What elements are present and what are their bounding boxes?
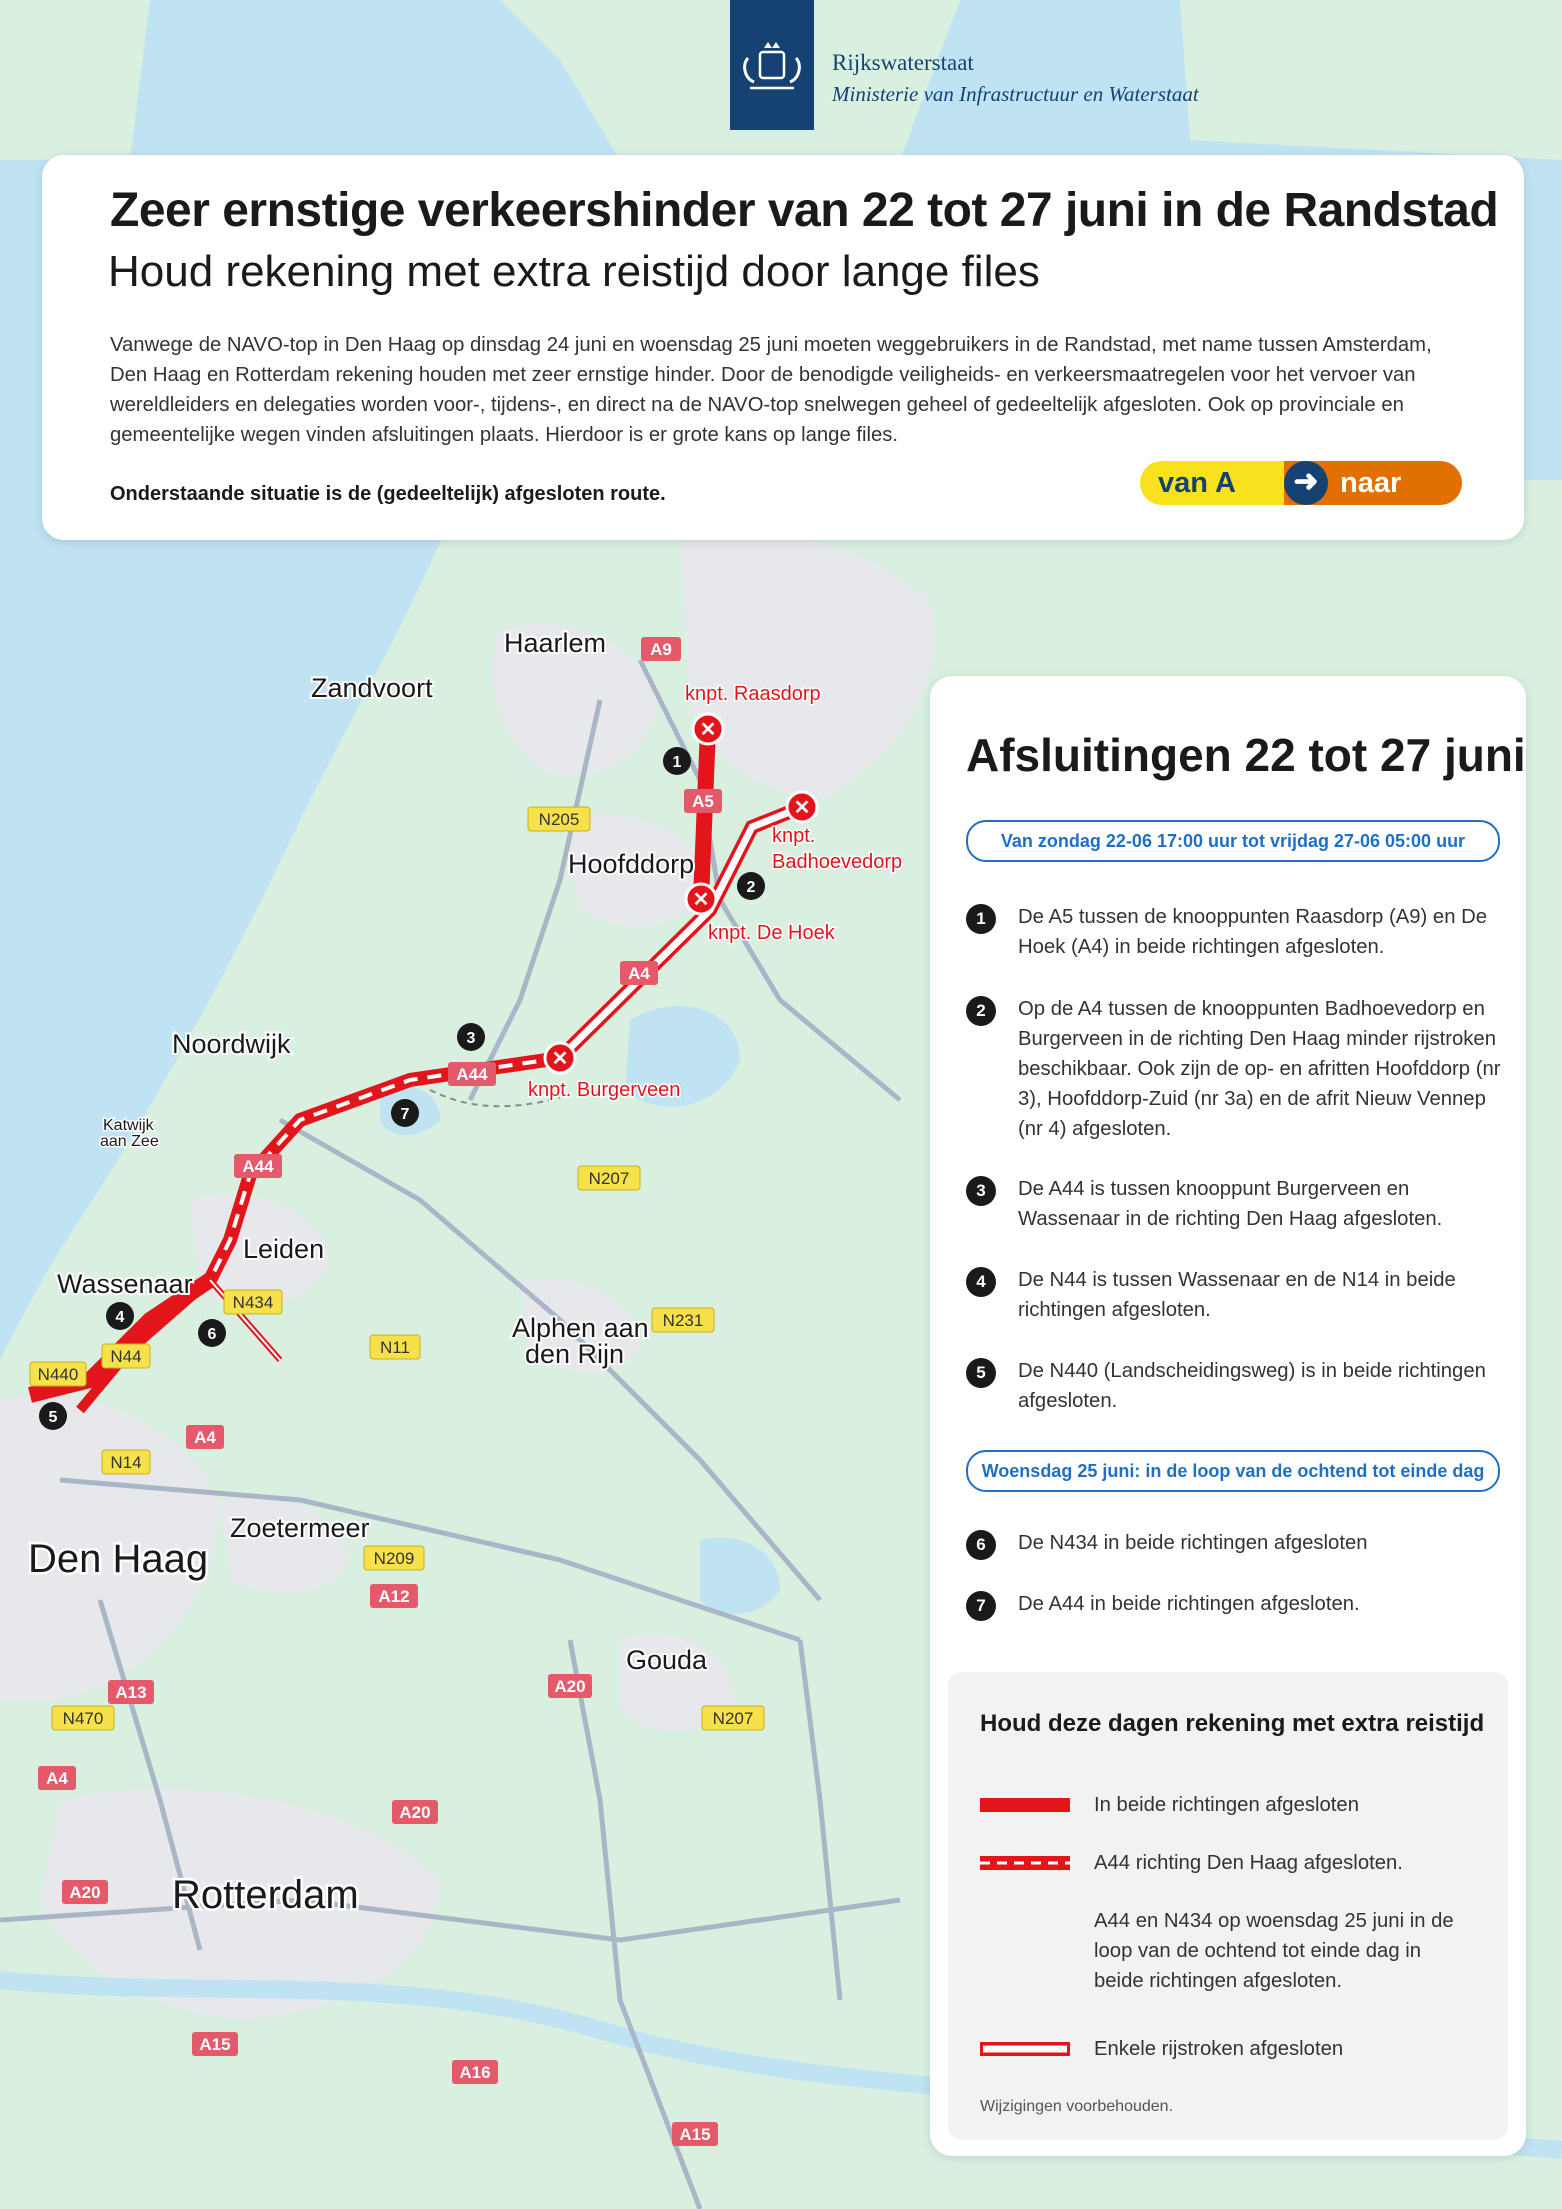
svg-text:✕: ✕ [793, 797, 811, 819]
svg-text:N231: N231 [662, 1311, 704, 1330]
road-shield [641, 637, 681, 661]
org-subtitle: Ministerie van Infrastructuur en Waterstaat [832, 82, 1199, 106]
item-number: 5 [966, 1358, 996, 1388]
road-shield [364, 1546, 424, 1570]
map-marker-4 [106, 1302, 134, 1330]
svg-text:N207: N207 [588, 1169, 630, 1188]
map-marker-3 [457, 1023, 485, 1051]
item-text: De N440 (Landscheidingsweg) is in beide richtingen afgesloten. [1018, 1360, 1486, 1412]
road-shield [578, 1166, 640, 1190]
svg-text:A16: A16 [459, 2063, 491, 2082]
item-number: 7 [966, 1591, 996, 1621]
item-text: De A44 in beide richtingen afgesloten. [1018, 1593, 1360, 1615]
map-marker-1 [663, 747, 691, 775]
city-label: Hoofddorp [568, 849, 695, 879]
road-shield [370, 1584, 418, 1608]
road-shield [30, 1362, 86, 1386]
legend-title: Houd deze dagen rekening met extra reistijd [980, 1710, 1485, 1737]
svg-text:7: 7 [400, 1106, 410, 1123]
route-note: Onderstaande situatie is de (gedeeltelijk) afgesloten route. [110, 483, 666, 505]
item-number: 4 [966, 1267, 996, 1297]
road-shield [652, 1308, 714, 1332]
svg-text:A9: A9 [650, 640, 672, 659]
svg-text:5: 5 [48, 1409, 58, 1426]
junction-label: Badhoevedorp [772, 851, 903, 873]
dashed-line-swatch [980, 1854, 1070, 1872]
city-label-small: aan Zee [100, 1133, 159, 1150]
logo-text [832, 50, 1199, 107]
rijkswaterstaat-logo [730, 0, 814, 130]
closures-title: Afsluitingen 22 tot 27 juni [966, 729, 1526, 781]
city-label: Gouda [626, 1645, 708, 1675]
svg-text:4: 4 [115, 1309, 125, 1326]
svg-text:A44: A44 [242, 1157, 274, 1176]
svg-text:A20: A20 [399, 1803, 431, 1822]
road-shield [52, 1706, 114, 1730]
junction-label: knpt. Raasdorp [685, 683, 821, 705]
outlined-line-swatch [980, 2040, 1070, 2058]
legend-box [948, 1672, 1508, 2140]
city-label: den Rijn [525, 1339, 625, 1369]
svg-text:N14: N14 [110, 1453, 142, 1472]
arrow-right-icon: ➜ [1284, 461, 1328, 505]
item-text: De A5 tussen de knooppunten Raasdorp (A9) en De Hoek (A4) in beide richtingen afgesloten. [1018, 906, 1488, 958]
junction-marker-de-hoek [686, 884, 716, 914]
item-number: 3 [966, 1176, 996, 1206]
road-shield [186, 1425, 224, 1449]
svg-text:N205: N205 [538, 810, 580, 829]
svg-text:3: 3 [466, 1030, 476, 1047]
legend-label: Enkele rijstroken afgesloten [1094, 2038, 1344, 2060]
road-shield [684, 789, 722, 813]
svg-text:A5: A5 [692, 792, 714, 811]
road-shield [224, 1290, 282, 1314]
land-north-left [0, 0, 150, 160]
svg-text:N209: N209 [373, 1549, 415, 1568]
city-label: Noordwijk [172, 1029, 291, 1059]
svg-text:A15: A15 [199, 2035, 231, 2054]
item-text: De N44 is tussen Wassenaar en de N14 in beide richtingen afgesloten. [1018, 1269, 1456, 1321]
svg-text:✕: ✕ [551, 1048, 569, 1070]
slogan-badge [1140, 461, 1462, 532]
road-shield [62, 1880, 108, 1904]
svg-text:A4: A4 [194, 1428, 216, 1447]
svg-text:1: 1 [672, 754, 682, 771]
item-text: Op de A4 tussen de knooppunten Badhoevedorp en Burgerveen in de richting Den Haag minder rijstroken beschikbaar. Ook zijn de op- en afritten Hoofddorp (nr 3), Hoofddorp-Zuid (nr 3a) en de afrit Nieuw Vennep (nr 4) afgesloten. [1018, 998, 1501, 1140]
svg-text:A4: A4 [46, 1769, 68, 1788]
junction-marker-badhoevedorp [787, 792, 817, 822]
page-subtitle: Houd rekening met extra reistijd door lange files [108, 247, 1040, 296]
city-label-small: Katwijk [103, 1117, 154, 1134]
road-shield [702, 1706, 764, 1730]
road-shield [392, 1800, 438, 1824]
legend-label: A44 richting Den Haag afgesloten. [1094, 1852, 1403, 1874]
disclaimer: Wijzigingen voorbehouden. [980, 2098, 1174, 2115]
road-shield [38, 1766, 76, 1790]
city-label: Wassenaar [57, 1269, 193, 1299]
city-label-large: Den Haag [28, 1537, 209, 1581]
item-number: 6 [966, 1530, 996, 1560]
svg-text:✕: ✕ [692, 889, 710, 911]
org-name: Rijkswaterstaat [832, 50, 974, 75]
coat-of-arms-icon [730, 0, 814, 130]
svg-text:N11: N11 [380, 1338, 410, 1357]
legend-label: A44 en N434 op woensdag 25 juni in de loop van de ochtend tot einde dag in beide richtingen afgesloten. [1094, 1910, 1454, 1992]
road-shield [102, 1344, 150, 1368]
svg-text:N440: N440 [37, 1365, 79, 1384]
svg-text:✕: ✕ [699, 719, 717, 741]
city-label: Zoetermeer [230, 1513, 370, 1543]
junction-label: knpt. Burgerveen [528, 1079, 681, 1101]
road-shield [448, 1062, 496, 1086]
svg-text:A20: A20 [554, 1677, 586, 1696]
road-shield [620, 961, 658, 985]
junction-label: knpt. De Hoek [708, 922, 835, 944]
svg-text:6: 6 [207, 1326, 217, 1343]
svg-text:N470: N470 [62, 1709, 104, 1728]
svg-text:N434: N434 [232, 1293, 274, 1312]
intro-card [42, 155, 1524, 540]
svg-text:2: 2 [746, 879, 756, 896]
period-badge-2: Woensdag 25 juni: in de loop van de ochtend tot einde dag [966, 1450, 1500, 1492]
period-badge-1: Van zondag 22-06 17:00 uur tot vrijdag 27-06 05:00 uur [966, 820, 1500, 862]
item-number: 1 [966, 904, 996, 934]
item-number: 2 [966, 996, 996, 1026]
solid-line-swatch [980, 1796, 1070, 1814]
city-label: Leiden [243, 1234, 325, 1264]
map-marker-2 [737, 872, 765, 900]
junction-label: knpt. [772, 825, 816, 847]
road-shield [234, 1154, 282, 1178]
city-label: Zandvoort [311, 673, 433, 703]
page-title: Zeer ernstige verkeershinder van 22 tot 27 juni in de Randstad [110, 184, 1499, 237]
svg-text:A4: A4 [628, 964, 650, 983]
svg-text:A15: A15 [679, 2125, 711, 2144]
slogan-right-text: naar Beter [1340, 467, 1415, 532]
closure-a5 [701, 729, 708, 899]
road-shield [548, 1674, 592, 1698]
city-label: Alphen aan [512, 1313, 649, 1343]
junction-marker-burgerveen [545, 1043, 575, 1073]
map-marker-6 [198, 1319, 226, 1347]
road-shield [102, 1450, 150, 1474]
map-marker-7 [391, 1099, 419, 1127]
item-text: De N434 in beide richtingen afgesloten [1018, 1532, 1368, 1554]
slogan-left-text: van A [1158, 467, 1236, 499]
svg-text:N44: N44 [110, 1347, 142, 1366]
svg-text:N207: N207 [712, 1709, 754, 1728]
junction-marker-raasdorp [693, 714, 723, 744]
city-label: Haarlem [504, 628, 607, 658]
road-shield [528, 807, 590, 831]
road-shield [452, 2060, 498, 2084]
road-shield [192, 2032, 238, 2056]
map-marker-5 [39, 1402, 67, 1430]
intro-text: Vanwege de NAVO-top in Den Haag op dinsdag 24 juni en woensdag 25 juni moeten weggebruikers in de Randstad, met name tussen Amsterdam, Den Haag en Rotterdam rekening houden met zeer ernstige hinder. Door de benodigde veiligheids- en verkeersmaatregelen voor het vervoer van wereldleiders en delegaties worden voor-, tijdens-, en direct na de NAVO-top snelwegen geheel of gedeeltelijk afgesloten. Ook op provinciale en gemeentelijke wegen vinden afsluitingen plaats. Hierdoor is er grote kans op lange files. [110, 334, 1432, 446]
svg-text:A44: A44 [456, 1065, 488, 1084]
legend-label: In beide richtingen afgesloten [1094, 1794, 1359, 1816]
closures-panel [930, 676, 1526, 2156]
road-shield [370, 1335, 420, 1359]
svg-text:A20: A20 [69, 1883, 101, 1902]
road-shield [108, 1680, 154, 1704]
city-label-large: Rotterdam [172, 1873, 359, 1917]
road-shield [672, 2122, 718, 2146]
svg-text:A12: A12 [378, 1587, 410, 1606]
svg-text:A13: A13 [115, 1683, 147, 1702]
item-text: De A44 is tussen knooppunt Burgerveen en Wassenaar in de richting Den Haag afgesloten. [1018, 1178, 1443, 1230]
